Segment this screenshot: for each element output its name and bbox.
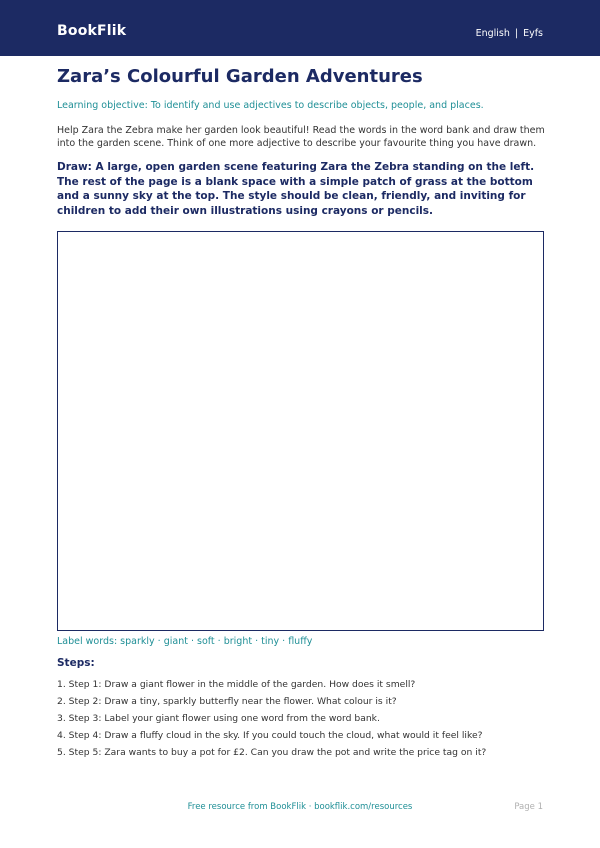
meta-separator: | [514, 28, 519, 39]
footer-credit[interactable]: Free resource from BookFlik · bookflik.com/resources [187, 802, 413, 812]
top-header-bar [0, 0, 600, 56]
draw-prompt: Draw: A large, open garden scene featuring Zara the Zebra standing on the left. The rest of the page is a blank space with a simple patch of grass at the bottom and a sunny sky at the top. The style should be clean, friendly, and inviting for children to add their own illustrations using crayons or pencils. [57, 161, 535, 217]
drawing-area[interactable] [57, 231, 544, 631]
worksheet-title: Zara’s Colourful Garden Adventures [57, 66, 423, 87]
learning-objective: Learning objective: To identify and use adjectives to describe objects, people, and places. [57, 100, 484, 111]
label-word-bank: Label words: sparkly · giant · soft · bright · tiny · fluffy [57, 636, 313, 647]
brand-logo-text[interactable]: BookFlik [57, 23, 127, 39]
step-item: 1. Step 1: Draw a giant flower in the middle of the garden. How does it smell? [57, 679, 416, 690]
intro-text: Help Zara the Zebra make her garden look beautiful! Read the words in the word bank and draw them into the garden scene. Think of one more adjective to describe your favourite thing you have drawn. [57, 125, 545, 149]
steps-heading: Steps: [57, 657, 95, 669]
steps-list [57, 676, 557, 761]
subject-level-meta [476, 28, 543, 39]
level-label: Eyfs [523, 28, 543, 39]
subject-label: English [475, 28, 510, 39]
page-number: Page 1 [514, 802, 543, 812]
step-item: 4. Step 4: Draw a fluffy cloud in the sky. If you could touch the cloud, what would it feel like? [57, 730, 483, 741]
step-item: 2. Step 2: Draw a tiny, sparkly butterfly near the flower. What colour is it? [57, 696, 397, 707]
step-item: 5. Step 5: Zara wants to buy a pot for £2. Can you draw the pot and write the price tag on it? [57, 747, 487, 758]
step-item: 3. Step 3: Label your giant flower using one word from the word bank. [57, 713, 380, 724]
